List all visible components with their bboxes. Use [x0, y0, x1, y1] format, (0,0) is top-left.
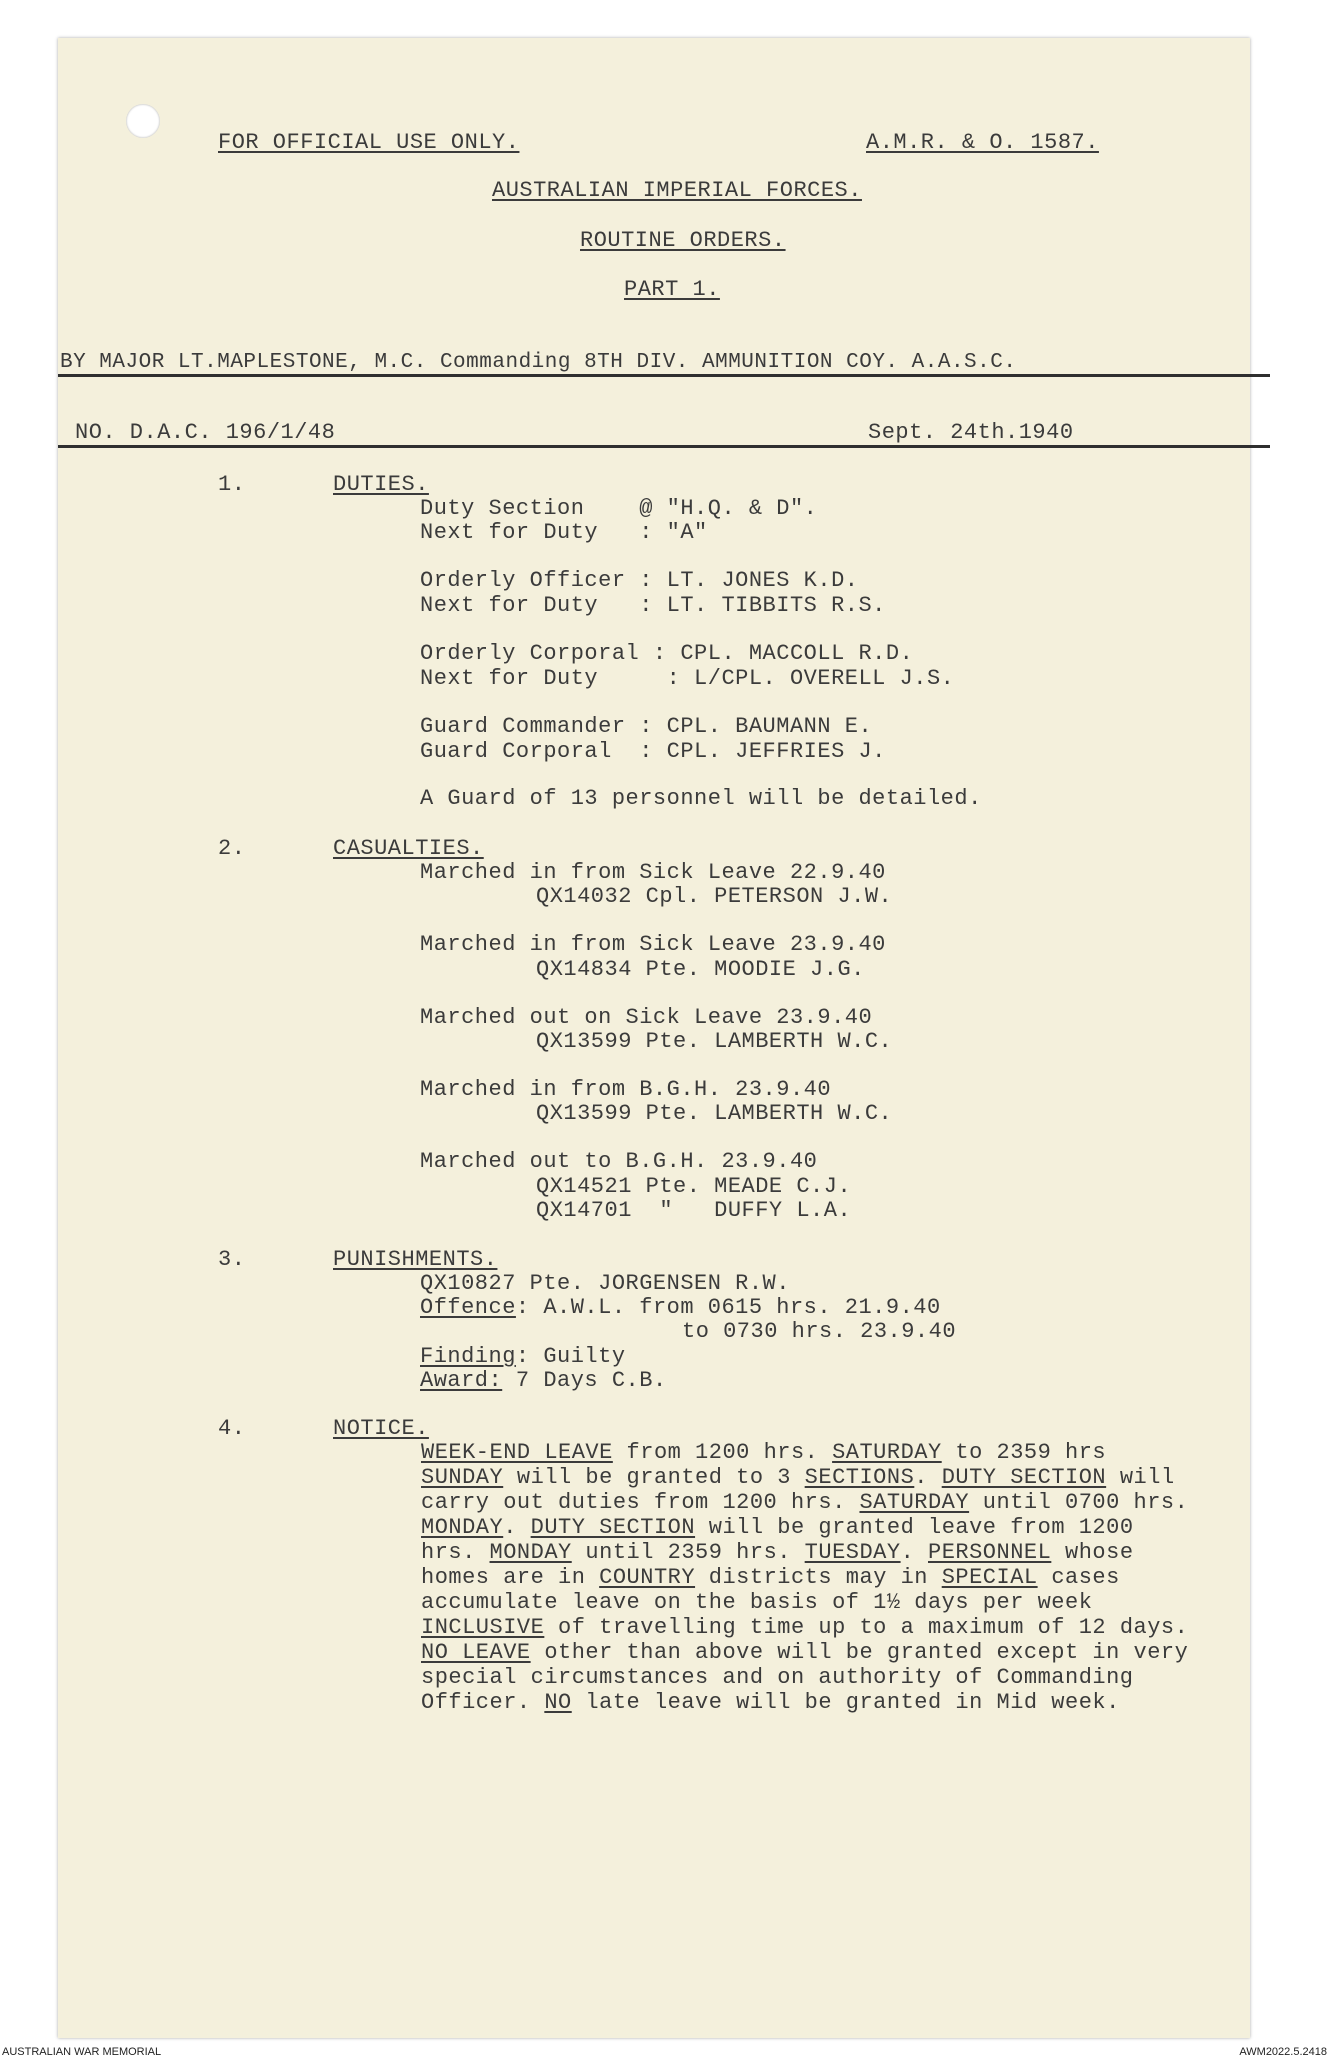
- section-heading-casualties: CASUALTIES.: [333, 836, 484, 861]
- notice-underlined-term: SATURDAY: [859, 1490, 970, 1515]
- notice-underlined-term: SECTIONS: [804, 1465, 915, 1490]
- casualty-line: Marched in from Sick Leave 23.9.40: [420, 932, 886, 957]
- section-number-duties: 1.: [218, 472, 246, 497]
- notice-text: .: [503, 1515, 531, 1540]
- duties-line: Duty Section @ "H.Q. & D".: [420, 496, 818, 521]
- notice-text: other than above will be granted except in very special circumstances and on authority of Commanding Officer.: [421, 1640, 1189, 1715]
- order-date: Sept. 24th.1940: [868, 420, 1074, 445]
- notice-text: .: [914, 1465, 942, 1490]
- casualty-line: QX14834 Pte. MOODIE J.G.: [536, 957, 865, 982]
- duties-line: Guard Commander : CPL. BAUMANN E.: [420, 714, 873, 739]
- duties-line: Orderly Corporal : CPL. MACCOLL R.D.: [420, 641, 914, 666]
- duties-line: Guard Corporal : CPL. JEFFRIES J.: [420, 739, 886, 764]
- award-row: [420, 1368, 667, 1393]
- casualty-line: Marched out to B.G.H. 23.9.40: [420, 1149, 818, 1174]
- notice-text: will be granted leave from 1200 hrs.: [421, 1515, 1134, 1565]
- notice-text: districts may in: [695, 1565, 942, 1590]
- force-title: AUSTRALIAN IMPERIAL FORCES.: [492, 178, 862, 203]
- header-rule-top: [58, 374, 1270, 377]
- duties-line: Next for Duty : L/CPL. OVERELL J.S.: [420, 666, 955, 691]
- notice-text: until 0700 hrs.: [969, 1490, 1189, 1515]
- duties-line: Next for Duty : LT. TIBBITS R.S.: [420, 593, 886, 618]
- notice-text: whose homes are in: [421, 1540, 1134, 1590]
- notice-underlined-term: MONDAY: [489, 1540, 572, 1565]
- finding-row: [420, 1344, 626, 1369]
- notice-underlined-term: SPECIAL: [941, 1565, 1038, 1590]
- official-use-label: FOR OFFICIAL USE ONLY.: [218, 130, 520, 155]
- notice-underlined-term: COUNTRY: [599, 1565, 696, 1590]
- notice-underlined-term: INCLUSIVE: [421, 1615, 545, 1640]
- award-label: Award:: [420, 1368, 503, 1393]
- casualty-line: Marched in from B.G.H. 23.9.40: [420, 1077, 832, 1102]
- offence-detail-continued: to 0730 hrs. 23.9.40: [682, 1319, 957, 1344]
- section-number-punishments: 3.: [218, 1247, 246, 1272]
- section-heading-duties: DUTIES.: [333, 472, 429, 497]
- notice-underlined-term: SUNDAY: [421, 1465, 504, 1490]
- notice-text: of travelling time up to a maximum of 12 days.: [544, 1615, 1189, 1640]
- award-value: 7 Days C.B.: [502, 1368, 667, 1393]
- offence-detail: : A.W.L. from 0615 hrs. 21.9.40: [515, 1295, 941, 1320]
- casualty-line: QX13599 Pte. LAMBERTH W.C.: [536, 1029, 893, 1054]
- offence-row: [420, 1295, 941, 1320]
- notice-underlined-term: SATURDAY: [832, 1440, 942, 1465]
- casualty-line: QX14701 " DUFFY L.A.: [536, 1198, 852, 1223]
- section-number-notice: 4.: [218, 1416, 246, 1441]
- duties-line: A Guard of 13 personnel will be detailed.: [420, 786, 982, 811]
- notice-underlined-term: NO LEAVE: [421, 1640, 531, 1665]
- notice-text: will be granted to 3: [503, 1465, 805, 1490]
- punch-hole: [126, 104, 160, 138]
- routine-orders-title: ROUTINE ORDERS.: [580, 228, 786, 253]
- casualty-line: Marched in from Sick Leave 22.9.40: [420, 860, 886, 885]
- notice-underlined-term: DUTY SECTION: [530, 1515, 696, 1540]
- notice-text: .: [900, 1540, 928, 1565]
- finding-label: Finding: [420, 1344, 516, 1369]
- notice-text: until 2359 hrs.: [571, 1540, 805, 1565]
- order-number: NO. D.A.C. 196/1/48: [75, 420, 336, 445]
- finding-value: : Guilty: [515, 1344, 626, 1369]
- offence-label: Offence: [420, 1295, 516, 1320]
- punished-soldier: QX10827 Pte. JORGENSEN R.W.: [420, 1271, 790, 1296]
- section-heading-notice: NOTICE.: [333, 1416, 429, 1441]
- notice-underlined-term: DUTY SECTION: [941, 1465, 1107, 1490]
- commanding-line: BY MAJOR LT.MAPLESTONE, M.C. Commanding 8TH DIV. AMMUNITION COY. A.A.S.C.: [60, 351, 1017, 374]
- notice-text: late leave will be granted in Mid week.: [571, 1690, 1120, 1715]
- notice-text: cases accumulate leave on the basis of 1½ days per week: [421, 1565, 1120, 1615]
- notice-underlined-term: TUESDAY: [804, 1540, 901, 1565]
- notice-underlined-term: MONDAY: [421, 1515, 504, 1540]
- notice-paragraph: [421, 1440, 1191, 1715]
- casualty-line: QX14032 Cpl. PETERSON J.W.: [536, 884, 893, 909]
- footer-accession-number: AWM2022.5.2418: [1239, 2046, 1327, 2058]
- notice-text: from 1200 hrs.: [612, 1440, 833, 1465]
- casualty-line: QX13599 Pte. LAMBERTH W.C.: [536, 1101, 893, 1126]
- duties-line: Orderly Officer : LT. JONES K.D.: [420, 568, 859, 593]
- duties-line: Next for Duty : "A": [420, 520, 708, 545]
- notice-underlined-term: WEEK-END LEAVE: [421, 1440, 613, 1465]
- part-title: PART 1.: [624, 277, 720, 302]
- casualty-line: Marched out on Sick Leave 23.9.40: [420, 1005, 873, 1030]
- section-heading-punishments: PUNISHMENTS.: [333, 1247, 498, 1272]
- section-number-casualties: 2.: [218, 836, 246, 861]
- notice-underlined-term: NO: [544, 1690, 572, 1715]
- footer-credit: AUSTRALIAN WAR MEMORIAL: [2, 2046, 162, 2058]
- notice-underlined-term: PERSONNEL: [928, 1540, 1052, 1565]
- order-reference: A.M.R. & O. 1587.: [866, 130, 1099, 155]
- header-rule-bottom: [58, 445, 1270, 448]
- casualty-line: QX14521 Pte. MEADE C.J.: [536, 1174, 852, 1199]
- notice-text: will carry out duties from 1200 hrs.: [421, 1465, 1175, 1515]
- notice-text: to 2359 hrs: [941, 1440, 1107, 1465]
